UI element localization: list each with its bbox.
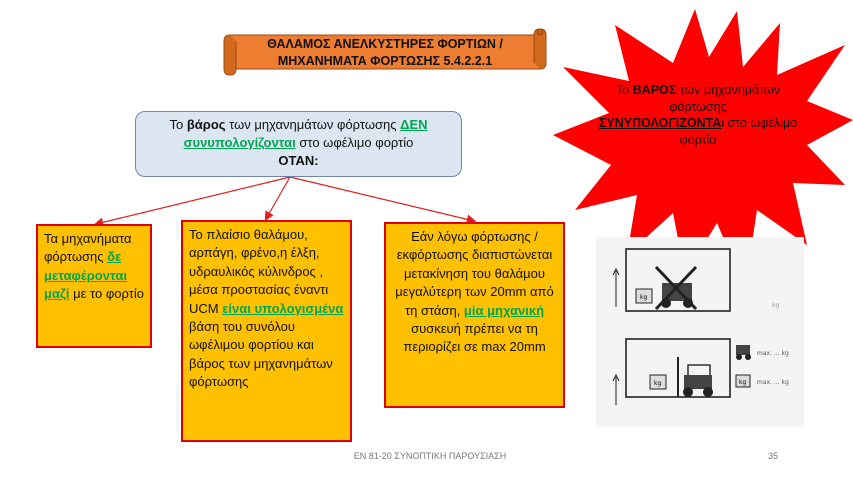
highlight-not-carried: δε μεταφέρονται μαζί (44, 249, 127, 302)
text-run: με το φορτίο (69, 286, 144, 302)
title-line-1: ΘΑΛΑΜΟΣ ΑΝΕΛΚΥΣΤΗΡΕΣ ΦΟΡΤΙΩΝ / (267, 37, 503, 51)
condition-box-1 (36, 224, 152, 348)
text-run: στο ωφέλιμο φορτίο (295, 135, 414, 150)
max-label: max. ... kg (757, 379, 789, 386)
text-run: βάση του συνόλου ωφέλιμου φορτίου και βάρος των μηχανημάτων φόρτωσης (189, 319, 333, 390)
text-run: Το πλαίσιο θαλάμου, αρπάγη, φρένο,η έλξη, υδραυλικός κύλινδρος , μέσα προστασίας έναντι UCM (189, 227, 329, 316)
condition-box-2 (181, 220, 352, 442)
text-run: των μηχανημάτων φόρτωσης (669, 83, 781, 114)
kg-label: kg (772, 302, 780, 309)
text-run-bold: ΒΑΡΟΣ (632, 83, 677, 97)
highlight-counted: συνυπολογίζονται (183, 135, 296, 150)
when-label: ΟΤΑΝ: (278, 153, 319, 168)
text-run: Εάν λόγω φόρτωσης /εκφόρτωσης διαπιστώνεται μετακίνηση του θαλάμου μεγαλύτερη των 20mm από τη στάση, (395, 229, 554, 318)
highlight-not: ΔΕΝ (400, 117, 428, 132)
text-run: συσκευή πρέπει να τη περιορίζει σε max 20mm (403, 321, 546, 355)
page-number: 35 (768, 451, 779, 461)
kg-label: kg (739, 379, 747, 386)
highlight-calculated: είναι υπολογισμένα (222, 300, 344, 316)
text-run: ι στο ωφέλιμο φορτίο (679, 116, 798, 147)
text-run-bold: βάρος (186, 117, 226, 132)
text-run: Το (615, 83, 633, 97)
arrow-to-box3 (290, 177, 474, 221)
arrow-to-box1 (96, 177, 290, 224)
footer-text: ΕΝ 81-20 ΣΥΝΟΠΤΙΚΗ ΠΑΡΟΥΣΙΑΣΗ (353, 451, 507, 461)
page-title (230, 36, 540, 70)
forklift-illustration (596, 237, 804, 427)
highlight-counted-caps: ΣΥΝΥΠΟΛΟΓΙΖΟΝΤΑ (598, 116, 722, 130)
arrow-to-box2 (266, 177, 290, 219)
highlight-mechanical: μία μηχανική (463, 302, 545, 318)
condition-box (135, 111, 462, 177)
kg-label: kg (654, 380, 662, 387)
text-run: Τα μηχανήματα φόρτωσης (44, 231, 132, 265)
max-label: max. ... kg (757, 350, 789, 357)
starburst-note (598, 82, 798, 148)
kg-label: kg (640, 294, 648, 301)
text-run: των μηχανημάτων φόρτωσης (225, 117, 401, 132)
condition-box-3 (384, 222, 565, 408)
text-run: Το (169, 117, 187, 132)
title-line-2: ΜΗΧΑΝΗΜΑΤΑ ΦΟΡΤΩΣΗΣ 5.4.2.2.1 (277, 54, 493, 68)
